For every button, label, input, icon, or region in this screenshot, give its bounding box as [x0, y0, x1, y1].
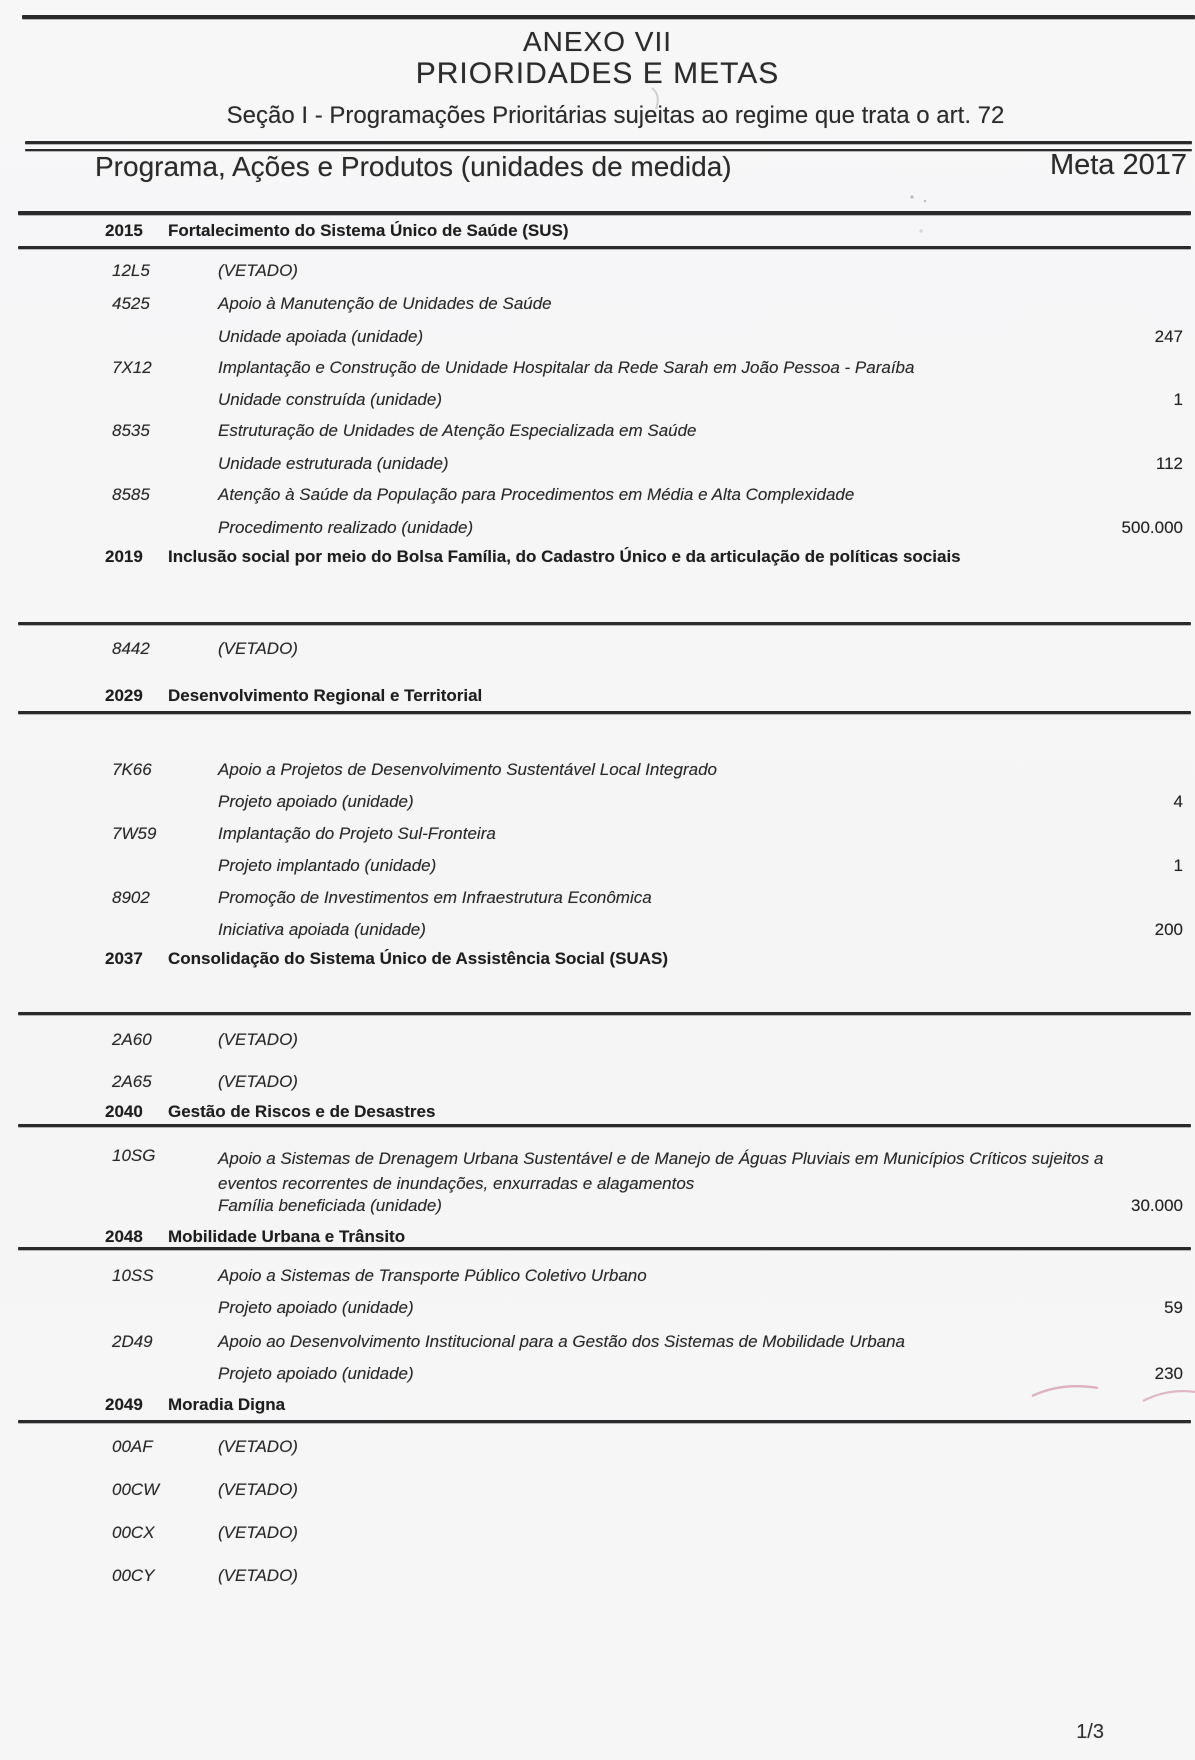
product-line: Família beneficiada (unidade)	[218, 1196, 442, 1215]
action-code: 10SG	[112, 1146, 156, 1165]
action-code: 4525	[112, 294, 150, 313]
action-description: Apoio a Sistemas de Transporte Público Coletivo Urbano	[218, 1266, 647, 1285]
column-header-programs: Programa, Ações e Produtos (unidades de medida)	[95, 151, 732, 182]
product-line: Projeto implantado (unidade)	[218, 856, 437, 875]
action-code: 2D49	[112, 1332, 153, 1351]
section-rule	[18, 1124, 1191, 1127]
section-rule	[18, 711, 1191, 714]
meta-value: 59	[1164, 1298, 1183, 1317]
action-description: (VETADO)	[218, 1437, 298, 1456]
product-line: Unidade estruturada (unidade)	[218, 454, 449, 473]
program-title: Moradia Digna	[168, 1395, 286, 1414]
meta-value: 1	[1173, 390, 1183, 409]
page-top-rule	[22, 15, 1195, 19]
action-description: (VETADO)	[218, 261, 298, 280]
product-line: Projeto apoiado (unidade)	[218, 1364, 414, 1383]
meta-value: 4	[1173, 792, 1183, 811]
pink-pen-mark	[1143, 1391, 1195, 1401]
program-title: Consolidação do Sistema Único de Assistência Social (SUAS)	[168, 949, 669, 968]
section-rule	[18, 1420, 1191, 1423]
action-description: Apoio a Projetos de Desenvolvimento Sustentável Local Integrado	[218, 760, 717, 779]
action-code: 00CX	[112, 1523, 155, 1542]
program-code: 2048	[105, 1227, 143, 1246]
action-description: Implantação e Construção de Unidade Hospitalar da Rede Sarah em João Pessoa - Paraíba	[218, 358, 915, 377]
section-rule	[18, 1247, 1191, 1250]
action-code: 12L5	[112, 261, 150, 280]
program-title: Desenvolvimento Regional e Territorial	[168, 686, 483, 705]
action-code: 2A60	[112, 1030, 152, 1049]
action-description: (VETADO)	[218, 1072, 298, 1091]
speck	[919, 229, 922, 232]
action-description: Apoio ao Desenvolvimento Institucional para a Gestão dos Sistemas de Mobilidade Urbana	[218, 1332, 906, 1351]
column-header-meta: Meta 2017	[1049, 149, 1187, 181]
meta-value: 247	[1154, 327, 1183, 346]
meta-value: 112	[1155, 454, 1183, 473]
action-code: 00AF	[112, 1437, 153, 1456]
action-description: Promoção de Investimentos em Infraestrutura Econômica	[218, 888, 652, 907]
meta-value: 30.000	[1131, 1196, 1183, 1215]
meta-value: 200	[1154, 920, 1183, 939]
action-code: 7W59	[112, 824, 157, 843]
action-description: (VETADO)	[218, 1030, 298, 1049]
pink-pen-mark	[1032, 1386, 1098, 1396]
program-code: 2015	[105, 221, 143, 240]
action-description: Apoio a Sistemas de Drenagem Urbana Sustentável e de Manejo de Águas Pluviais em Municípios Críticos sujeitos a eventos recorrentes de inundações, enxurradas e alagamentos	[218, 1149, 1104, 1193]
program-code: 2040	[105, 1102, 143, 1121]
meta-value: 230	[1154, 1364, 1183, 1383]
program-code: 2029	[105, 686, 143, 705]
action-code: 00CY	[112, 1566, 155, 1585]
program-title: Fortalecimento do Sistema Único de Saúde (SUS)	[168, 221, 569, 240]
action-code: 8442	[112, 639, 150, 658]
action-description: Atenção à Saúde da População para Procedimentos em Média e Alta Complexidade	[218, 485, 855, 504]
program-title: Gestão de Riscos e de Desastres	[168, 1102, 436, 1121]
section-title: Seção I - Programações Prioritárias sujeitas ao regime que trata o art. 72	[226, 102, 1005, 129]
action-code: 00CW	[112, 1480, 160, 1499]
action-code: 8585	[112, 485, 150, 504]
product-line: Iniciativa apoiada (unidade)	[218, 920, 426, 939]
program-title: Mobilidade Urbana e Trânsito	[168, 1227, 406, 1246]
program-code: 2049	[105, 1395, 143, 1414]
action-description: (VETADO)	[218, 1480, 298, 1499]
action-code: 2A65	[112, 1072, 152, 1091]
annex-subtitle: PRIORIDADES E METAS	[415, 57, 780, 90]
action-code: 7K66	[112, 760, 152, 779]
action-description: Apoio à Manutenção de Unidades de Saúde	[218, 294, 552, 313]
speck	[924, 200, 927, 203]
product-line: Procedimento realizado (unidade)	[218, 518, 474, 537]
action-description: Estruturação de Unidades de Atenção Especializada em Saúde	[218, 421, 697, 440]
action-description: (VETADO)	[218, 1523, 298, 1542]
meta-value: 1	[1173, 856, 1183, 875]
action-code: 10SS	[112, 1266, 154, 1285]
action-code: 7X12	[112, 358, 152, 377]
product-line: Unidade apoiada (unidade)	[218, 327, 424, 346]
action-description: (VETADO)	[218, 639, 298, 658]
meta-value: 500.000	[1121, 518, 1183, 537]
page-number: 1/3	[1076, 1721, 1104, 1743]
product-line: Unidade construída (unidade)	[218, 390, 442, 409]
action-description: Implantação do Projeto Sul-Fronteira	[218, 824, 496, 843]
annex-title: ANEXO VII	[522, 26, 673, 57]
program-code: 2037	[105, 949, 143, 968]
section-double-rule-1	[25, 141, 1192, 144]
program-title: Inclusão social por meio do Bolsa Família, do Cadastro Único e da articulação de políticas sociais	[168, 547, 961, 566]
section-rule	[18, 246, 1191, 249]
section-rule	[18, 1012, 1191, 1015]
product-line: Projeto apoiado (unidade)	[218, 1298, 414, 1317]
header-bottom-rule	[18, 211, 1191, 215]
speck	[910, 195, 913, 198]
action-description: (VETADO)	[218, 1566, 298, 1585]
action-code: 8535	[112, 421, 150, 440]
action-code: 8902	[112, 888, 150, 907]
product-line: Projeto apoiado (unidade)	[218, 792, 414, 811]
section-rule	[18, 622, 1191, 625]
program-code: 2019	[105, 547, 143, 566]
